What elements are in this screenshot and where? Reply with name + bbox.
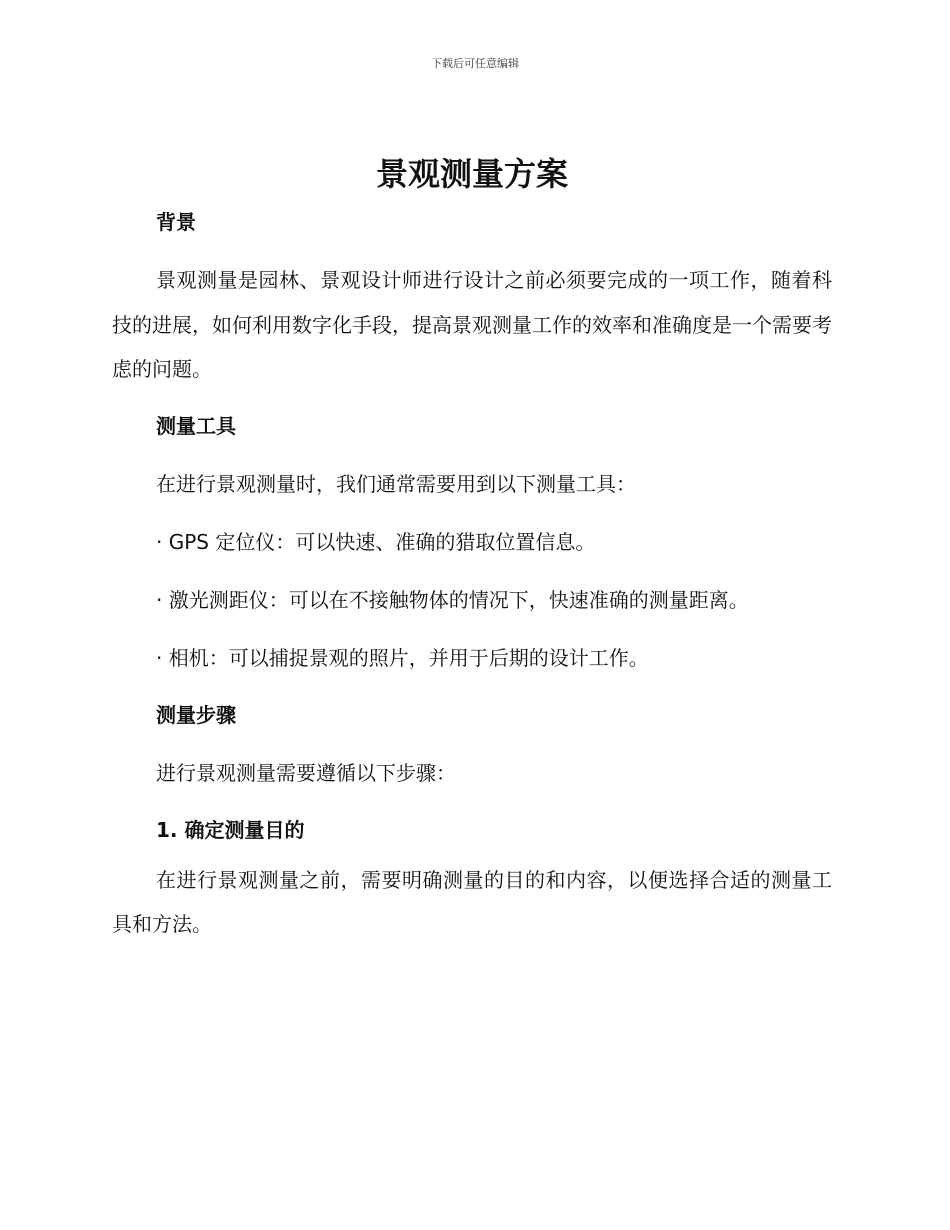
page-header: 下载后可任意编辑 xyxy=(431,57,519,70)
tools-list-item: · GPS 定位仪：可以快速、准确的猎取位置信息。 xyxy=(156,529,596,554)
section-heading-steps: 测量步骤 xyxy=(156,702,236,727)
steps-intro: 进行景观测量需要遵循以下步骤： xyxy=(156,760,456,785)
step-1-paragraph: 在进行景观测量之前，需要明确测量的目的和内容，以便选择合适的测量工具和方法。 xyxy=(112,867,832,936)
tools-list-item: · 相机：可以捕捉景观的照片，并用于后期的设计工作。 xyxy=(156,645,649,670)
tools-intro: 在进行景观测量时，我们通常需要用到以下测量工具： xyxy=(156,471,636,496)
tools-list-item: · 激光测距仪：可以在不接触物体的情况下，快速准确的测量距离。 xyxy=(156,587,749,612)
background-paragraph: 景观测量是园林、景观设计师进行设计之前必须要完成的一项工作，随着科技的进展，如何利用数字化手段，提高景观测量工作的效率和准确度是一个需要考虑的问题。 xyxy=(112,268,832,381)
section-heading-tools: 测量工具 xyxy=(156,413,236,438)
document-title: 景观测量方案 xyxy=(375,155,568,193)
section-heading-background: 背景 xyxy=(156,210,196,234)
step-1-heading: 1. 确定测量目的 xyxy=(156,817,305,842)
document-body xyxy=(112,150,832,947)
